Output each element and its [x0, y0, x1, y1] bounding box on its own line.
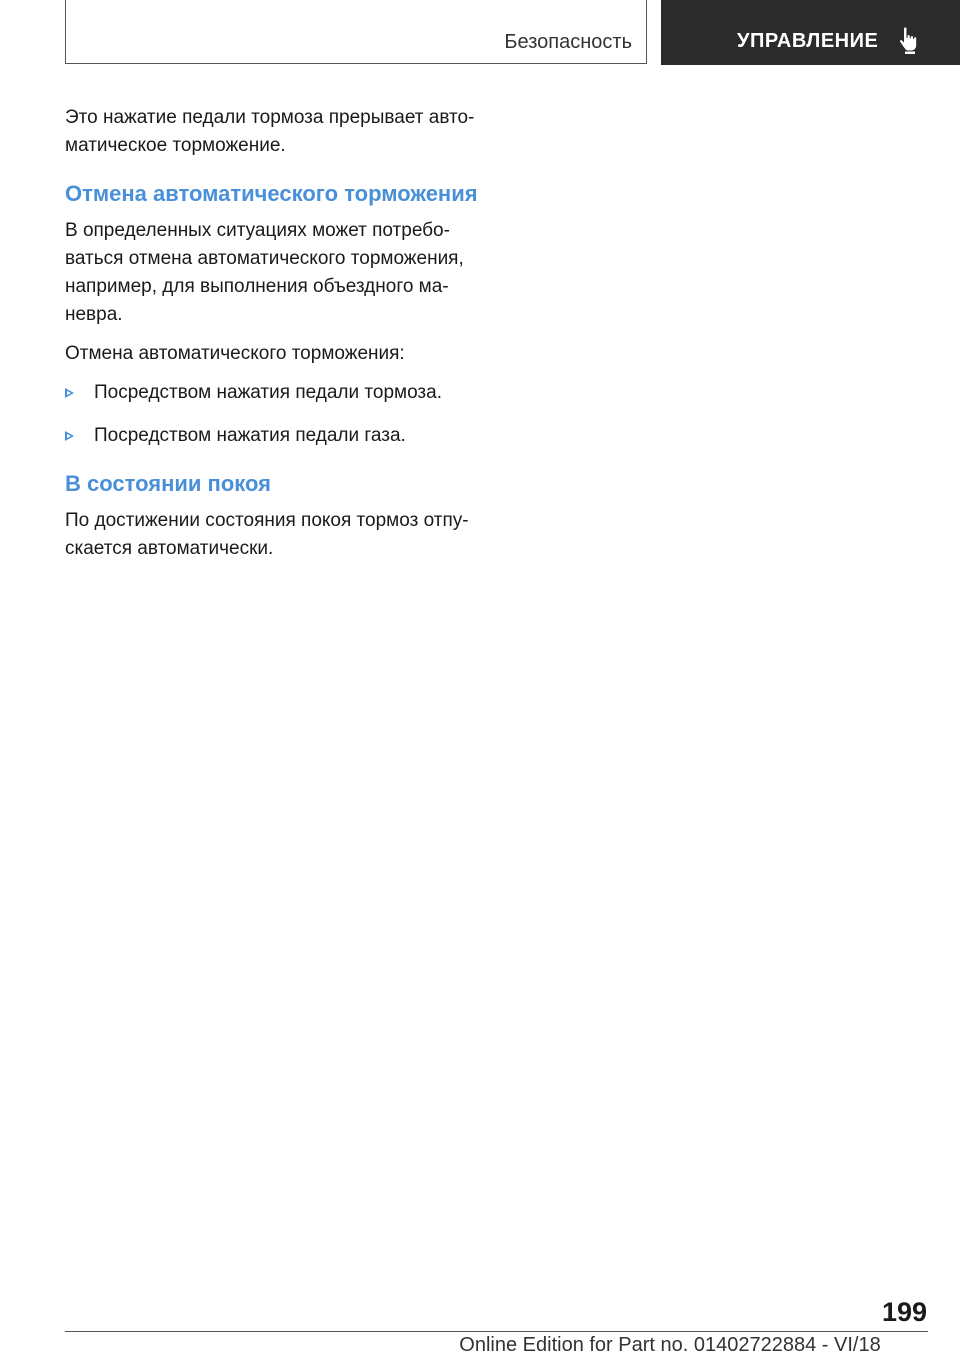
- cancel-paragraph: В определенных ситуациях может потребо- ваться отмена автоматического торможения, например, для выполнения объездного ма- невра.: [65, 220, 464, 325]
- pointing-hand-icon: [897, 26, 921, 54]
- list-intro: Отмена автоматического торможения:: [65, 343, 405, 364]
- standstill-paragraph: По достижении состояния покоя тормоз отпу- скается автоматически.: [65, 510, 469, 559]
- intro-paragraph: Это нажатие педали тормоза прерывает авто- матическое торможение.: [65, 107, 475, 156]
- edition-footer: Online Edition for Part no. 01402722884 - VI/18: [459, 1334, 881, 1356]
- chapter-label: УПРАВЛЕНИЕ: [737, 30, 879, 52]
- heading-standstill: В состоянии покоя: [65, 471, 271, 496]
- page-number: 199: [881, 1297, 927, 1327]
- heading-cancel-braking: Отмена автоматического торможения: [65, 181, 478, 206]
- triangle-bullet-icon: [65, 431, 74, 441]
- header-section-box: [65, 0, 647, 64]
- chapter-tab[interactable]: [661, 0, 960, 65]
- main-content: [65, 104, 485, 574]
- triangle-bullet-icon: [65, 388, 74, 398]
- section-title: Безопасность: [504, 31, 632, 53]
- cancel-options-list: [65, 379, 485, 450]
- list-item: Посредством нажатия педали тормоза.: [65, 379, 485, 407]
- footer-divider: [65, 1331, 928, 1332]
- list-item: Посредством нажатия педали газа.: [65, 422, 485, 450]
